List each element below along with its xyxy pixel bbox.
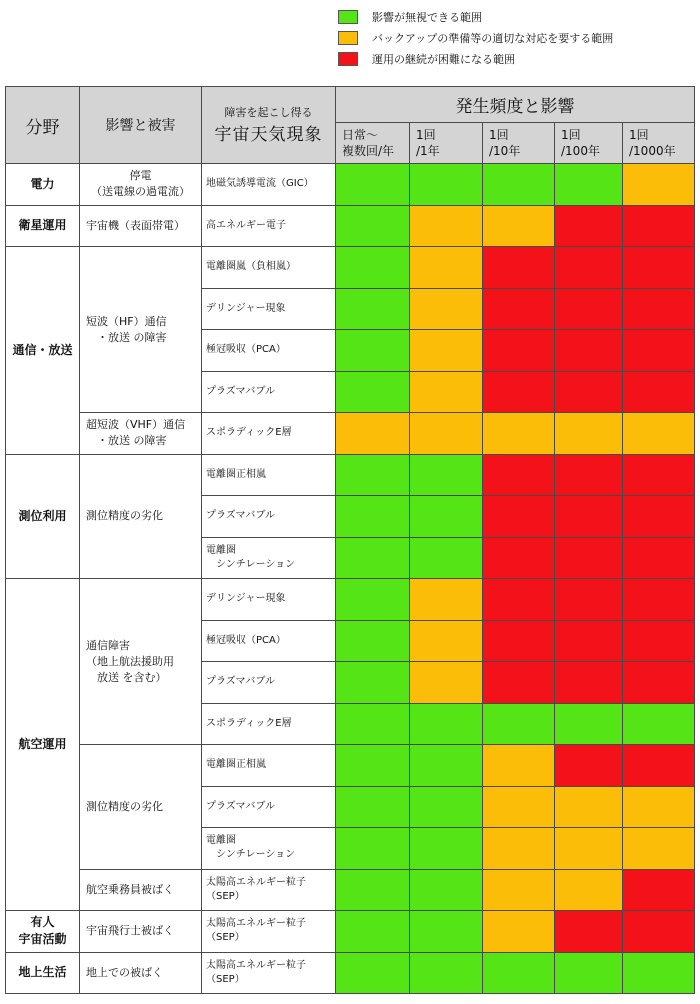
phenomenon-cell: 電離圏正相嵐	[202, 745, 336, 787]
phenomenon-cell: 太陽高エネルギー粒子 （SEP）	[202, 911, 336, 953]
impact-level-cell	[623, 413, 695, 455]
table-row	[6, 911, 695, 953]
impact-level-cell	[623, 579, 695, 621]
impact-level-cell	[555, 288, 623, 330]
impact-level-cell	[410, 579, 483, 621]
phenomenon-cell: 電離圏正相嵐	[202, 454, 336, 496]
impact-level-cell	[555, 828, 623, 870]
impact-level-cell	[336, 911, 410, 953]
impact-level-cell	[555, 537, 623, 579]
table-row	[6, 869, 695, 911]
impact-level-cell	[555, 454, 623, 496]
impact-level-cell	[483, 288, 555, 330]
impact-level-cell	[623, 745, 695, 787]
impact-level-cell	[623, 828, 695, 870]
table-row	[6, 952, 695, 994]
impact-level-cell	[410, 413, 483, 455]
header-phenomenon-sub: 障害を起こし得る	[224, 106, 313, 119]
impact-level-cell	[483, 164, 555, 206]
field-cell: 測位利用	[6, 454, 80, 579]
impact-level-cell	[336, 662, 410, 704]
impact-level-cell	[555, 869, 623, 911]
impact-level-cell	[410, 745, 483, 787]
impact-level-cell	[483, 579, 555, 621]
impact-level-cell	[623, 330, 695, 372]
field-cell: 通信・放送	[6, 247, 80, 455]
impact-level-cell	[483, 703, 555, 745]
impact-level-cell	[336, 579, 410, 621]
header-field: 分野	[6, 87, 80, 164]
legend-swatch-green	[338, 10, 358, 24]
impact-level-cell	[483, 952, 555, 994]
impact-level-cell	[555, 496, 623, 538]
impact-level-cell	[623, 620, 695, 662]
field-cell: 地上生活	[6, 952, 80, 994]
impact-level-cell	[410, 164, 483, 206]
phenomenon-cell: スポラディックE層	[202, 413, 336, 455]
impact-level-cell	[336, 371, 410, 413]
phenomenon-cell: デリンジャー現象	[202, 288, 336, 330]
impact-level-cell	[555, 579, 623, 621]
phenomenon-cell: 電離圏 シンチレーション	[202, 828, 336, 870]
impact-level-cell	[555, 952, 623, 994]
phenomenon-cell: デリンジャー現象	[202, 579, 336, 621]
impact-level-cell	[483, 330, 555, 372]
impact-level-cell	[555, 247, 623, 289]
phenomenon-cell: 電離圏 シンチレーション	[202, 537, 336, 579]
impact-level-cell	[336, 247, 410, 289]
legend-label: バックアップの準備等の適切な対応を要する範囲	[372, 31, 614, 45]
phenomenon-cell: 太陽高エネルギー粒子 （SEP）	[202, 869, 336, 911]
legend	[338, 6, 698, 69]
impact-level-cell	[555, 205, 623, 247]
table-row	[6, 247, 695, 289]
header-frequency-0: 日常～ 複数回/年	[336, 123, 410, 164]
table-body	[6, 164, 695, 994]
phenomenon-cell: プラズマバブル	[202, 662, 336, 704]
table-row	[6, 745, 695, 787]
impact-table	[5, 86, 695, 994]
impact-level-cell	[623, 952, 695, 994]
impact-level-cell	[336, 745, 410, 787]
impact-level-cell	[623, 786, 695, 828]
impact-level-cell	[623, 537, 695, 579]
impact-level-cell	[623, 288, 695, 330]
legend-item-red	[338, 48, 698, 69]
impact-level-cell	[483, 537, 555, 579]
impact-level-cell	[483, 745, 555, 787]
impact-level-cell	[623, 164, 695, 206]
impact-level-cell	[336, 496, 410, 538]
header-frequency-2: 1回 /10年	[483, 123, 555, 164]
impact-level-cell	[483, 786, 555, 828]
impact-level-cell	[623, 662, 695, 704]
impact-level-cell	[336, 620, 410, 662]
impact-level-cell	[623, 703, 695, 745]
impact-level-cell	[410, 537, 483, 579]
impact-cell: 宇宙機（表面帯電）	[80, 205, 202, 247]
legend-swatch-red	[338, 52, 358, 66]
field-cell: 電力	[6, 164, 80, 206]
legend-item-orange	[338, 27, 698, 48]
impact-cell: 超短波（VHF）通信 ・放送 の障害	[80, 413, 202, 455]
impact-level-cell	[555, 911, 623, 953]
impact-level-cell	[483, 247, 555, 289]
phenomenon-cell: 電離圏嵐（負相嵐）	[202, 247, 336, 289]
legend-label: 影響が無視できる範囲	[372, 10, 482, 24]
impact-level-cell	[483, 828, 555, 870]
impact-level-cell	[336, 952, 410, 994]
header-frequency-1: 1回 /1年	[410, 123, 483, 164]
impact-level-cell	[555, 786, 623, 828]
impact-level-cell	[410, 247, 483, 289]
impact-level-cell	[555, 330, 623, 372]
phenomenon-cell: 極冠吸収（PCA）	[202, 330, 336, 372]
impact-level-cell	[336, 413, 410, 455]
field-cell: 有人 宇宙活動	[6, 911, 80, 953]
impact-level-cell	[410, 288, 483, 330]
impact-level-cell	[336, 537, 410, 579]
impact-level-cell	[483, 454, 555, 496]
legend-swatch-orange	[338, 31, 358, 45]
impact-level-cell	[336, 164, 410, 206]
impact-level-cell	[410, 828, 483, 870]
field-cell: 衛星運用	[6, 205, 80, 247]
impact-level-cell	[555, 745, 623, 787]
impact-level-cell	[555, 620, 623, 662]
impact-level-cell	[555, 703, 623, 745]
impact-level-cell	[483, 662, 555, 704]
header-frequency-3: 1回 /100年	[555, 123, 623, 164]
table-row	[6, 454, 695, 496]
impact-level-cell	[410, 952, 483, 994]
impact-level-cell	[483, 205, 555, 247]
impact-level-cell	[410, 205, 483, 247]
legend-label: 運用の継続が困難になる範囲	[372, 52, 515, 66]
impact-level-cell	[623, 205, 695, 247]
phenomenon-cell: プラズマバブル	[202, 371, 336, 413]
impact-level-cell	[336, 454, 410, 496]
table-row	[6, 579, 695, 621]
header-phenomenon	[202, 87, 336, 164]
impact-cell: 航空乗務員被ばく	[80, 869, 202, 911]
impact-level-cell	[410, 496, 483, 538]
phenomenon-cell: プラズマバブル	[202, 496, 336, 538]
phenomenon-cell: 太陽高エネルギー粒子 （SEP）	[202, 952, 336, 994]
impact-level-cell	[336, 828, 410, 870]
impact-level-cell	[555, 662, 623, 704]
table-row	[6, 205, 695, 247]
phenomenon-cell: プラズマバブル	[202, 786, 336, 828]
impact-level-cell	[336, 869, 410, 911]
impact-level-cell	[555, 413, 623, 455]
impact-level-cell	[410, 869, 483, 911]
impact-level-cell	[483, 620, 555, 662]
impact-level-cell	[623, 496, 695, 538]
table-row	[6, 413, 695, 455]
header-frequency-title: 発生頻度と影響	[336, 87, 695, 123]
impact-level-cell	[410, 786, 483, 828]
legend-item-green	[338, 6, 698, 27]
impact-level-cell	[410, 620, 483, 662]
impact-level-cell	[336, 288, 410, 330]
impact-cell: 測位精度の劣化	[80, 454, 202, 579]
field-cell: 航空運用	[6, 579, 80, 911]
impact-level-cell	[410, 371, 483, 413]
impact-cell: 短波（HF）通信 ・放送 の障害	[80, 247, 202, 413]
impact-level-cell	[623, 247, 695, 289]
impact-level-cell	[336, 703, 410, 745]
impact-cell: 地上での被ばく	[80, 952, 202, 994]
impact-level-cell	[483, 496, 555, 538]
impact-level-cell	[555, 164, 623, 206]
impact-cell: 通信障害 （地上航法援助用 放送 を含む）	[80, 579, 202, 745]
phenomenon-cell: 地磁気誘導電流（GIC）	[202, 164, 336, 206]
phenomenon-cell: 高エネルギー電子	[202, 205, 336, 247]
impact-level-cell	[336, 786, 410, 828]
impact-level-cell	[410, 911, 483, 953]
impact-level-cell	[623, 454, 695, 496]
impact-level-cell	[483, 911, 555, 953]
phenomenon-cell: スポラディックE層	[202, 703, 336, 745]
impact-level-cell	[410, 330, 483, 372]
phenomenon-cell: 極冠吸収（PCA）	[202, 620, 336, 662]
impact-level-cell	[483, 869, 555, 911]
impact-level-cell	[483, 413, 555, 455]
header-phenomenon-title: 宇宙天気現象	[214, 125, 323, 145]
table-row	[6, 164, 695, 206]
impact-cell: 宇宙飛行士被ばく	[80, 911, 202, 953]
impact-level-cell	[483, 371, 555, 413]
impact-level-cell	[336, 330, 410, 372]
impact-cell: 停電 （送電線の過電流）	[80, 164, 202, 206]
impact-level-cell	[623, 869, 695, 911]
impact-level-cell	[623, 371, 695, 413]
impact-level-cell	[410, 454, 483, 496]
impact-level-cell	[336, 205, 410, 247]
impact-level-cell	[555, 371, 623, 413]
impact-level-cell	[410, 703, 483, 745]
impact-level-cell	[623, 911, 695, 953]
header-frequency-4: 1回 /1000年	[623, 123, 695, 164]
impact-cell: 測位精度の劣化	[80, 745, 202, 870]
header-impact: 影響と被害	[80, 87, 202, 164]
impact-level-cell	[410, 662, 483, 704]
